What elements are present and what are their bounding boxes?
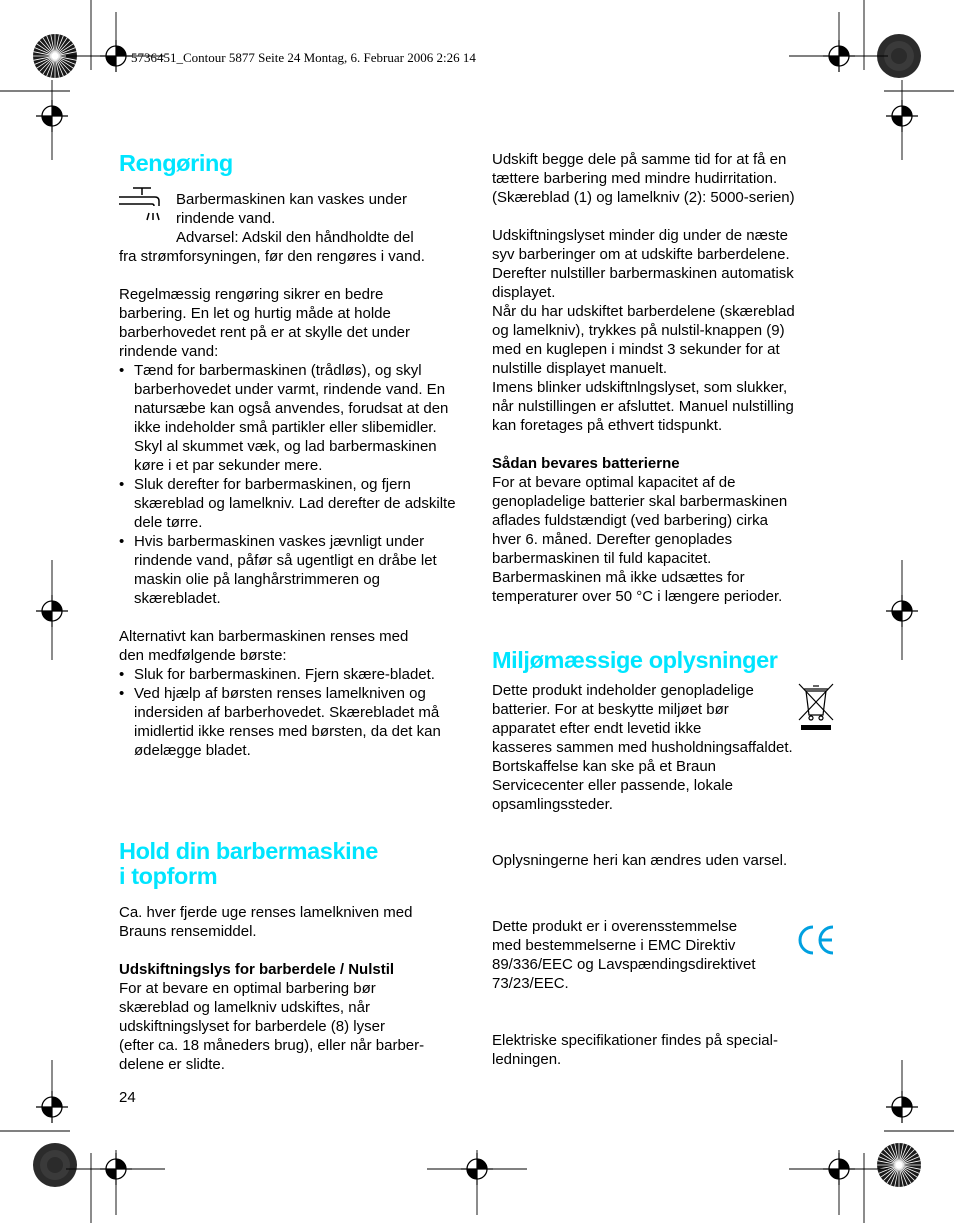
paragraph-line: Dette produkt indeholder genopladelige xyxy=(492,682,754,699)
paragraph-line: syv barberinger om at udskifte barberdelene. xyxy=(492,246,790,263)
paragraph-line: genopladelige batterier skal barbermaskinen xyxy=(492,493,788,510)
intro-line: Barbermaskinen kan vaskes under xyxy=(176,191,407,208)
paragraph-line: opsamlingssteder. xyxy=(492,796,613,813)
right-column xyxy=(492,150,837,606)
crossed-bin-icon xyxy=(796,681,836,733)
paragraph-line: barbermaskinen til fuld kapacitet. xyxy=(492,550,712,567)
rengoring-intro xyxy=(119,190,464,266)
water-tap-icon xyxy=(119,184,165,228)
paragraph-line: Regelmæssig rengøring sikrer en bedre xyxy=(119,286,384,303)
paragraph-line: når nulstillingen er afsluttet. Manuel nulstilling xyxy=(492,398,794,415)
notice-text: Oplysningerne heri kan ændres uden varsel. xyxy=(492,852,788,869)
paragraph-line: Bortskaffelse kan ske på et Braun xyxy=(492,758,717,775)
section-title-topform xyxy=(119,839,464,889)
paragraph-line: For at bevare optimal kapacitet af de xyxy=(492,474,736,491)
title-line: Hold din barbermaskine xyxy=(119,838,378,864)
ce-mark-icon xyxy=(796,923,836,957)
ce-section xyxy=(492,917,837,993)
starburst-icon xyxy=(877,1143,921,1187)
list-item: • Hvis barbermaskinen vaskes jævnligt under rindende vand, påfør så ugentligt en dråbe let maskin olie på langhårstrimmeren og skærebladet. xyxy=(119,532,464,608)
title-line: i topform xyxy=(119,863,218,889)
paragraph-line: 73/23/EEC. xyxy=(492,975,569,992)
paragraph-line: Ca. hver fjerde uge renses lamelkniven med xyxy=(119,904,413,921)
paragraph-line: med en kuglepen i mindst 3 sekunder for at xyxy=(492,341,780,358)
paragraph-line: Derefter nulstiller barbermaskinen automatisk xyxy=(492,265,794,282)
paragraph-line: Elektriske specifikationer findes på special- xyxy=(492,1032,778,1049)
intro-line: fra strømforsyningen, før den rengøres i vand. xyxy=(119,248,425,265)
list-item: • Tænd for barbermaskinen (trådløs), og skyl barberhovedet under varmt, rindende vand. En natursæbe kan også anvendes, forudsat at den ikke indeholder små partikler eller slibemidler. Skyl al skummet væk, og lad barbermaskinen køre i et par sekunder mere. xyxy=(119,361,464,475)
intro-line: Advarsel: Adskil den håndholdte del xyxy=(176,229,414,246)
section-title-environment: Miljømæssige oplysninger xyxy=(492,647,778,673)
paragraph-line: den medfølgende børste: xyxy=(119,647,287,664)
paragraph-line: Brauns rensemiddel. xyxy=(119,923,257,940)
paragraph-line: rindende vand: xyxy=(119,343,219,360)
paragraph-line: tættere barbering med mindre hudirritation. xyxy=(492,170,778,187)
paragraph-line: (efter ca. 18 måneders brug), eller når barber- xyxy=(119,1037,425,1054)
paragraph-line: kan foretages på ethvert tidspunkt. xyxy=(492,417,723,434)
paragraph-line: Imens blinker udskiftnlngslyset, som slukker, xyxy=(492,379,788,396)
paragraph-line: hver 6. måned. Derefter genoplades xyxy=(492,531,733,548)
paragraph-line: Dette produkt er i overensstemmelse xyxy=(492,918,738,935)
paragraph-line: (Skæreblad (1) og lamelkniv (2): 5000-serien) xyxy=(492,189,795,206)
environment-section xyxy=(492,648,837,814)
list-item: • Sluk for barbermaskinen. Fjern skære-bladet. xyxy=(119,665,464,684)
paragraph-line: ledningen. xyxy=(492,1051,562,1068)
left-column xyxy=(119,151,464,760)
spec-section xyxy=(492,1031,837,1069)
paragraph-line: barbering. En let og hurtig måde at holde xyxy=(119,305,391,322)
print-slug: 5736451_Contour 5877 Seite 24 Montag, 6. Februar 2006 2:26 14 xyxy=(131,50,476,65)
paragraph-line: Når du har udskiftet barberdelene (skæreblad xyxy=(492,303,795,320)
paragraph-line: 89/336/EEC og Lavspændingsdirektivet xyxy=(492,956,756,973)
list-item: • Ved hjælp af børsten renses lamelkniven og indersiden af barberhovedet. Skærebladet må imidlertid ikke renses med børsten, da det kan ødelægge bladet. xyxy=(119,684,464,760)
paragraph-line: Barbermaskinen må ikke udsættes for xyxy=(492,569,745,586)
paragraph-line: og lamelkniv), trykkes på nulstil-knappen (9) xyxy=(492,322,785,339)
intro-line: rindende vand. xyxy=(176,210,276,227)
paragraph-line: barberhovedet rent på er at skylle det under xyxy=(119,324,411,341)
paragraph-line: Udskift begge dele på samme tid for at få en xyxy=(492,151,787,168)
paragraph-line: med bestemmelserne i EMC Direktiv xyxy=(492,937,736,954)
paragraph-line: apparatet efter endt levetid ikke xyxy=(492,720,702,737)
paragraph-line: Servicecenter eller passende, lokale xyxy=(492,777,733,794)
starburst-icon xyxy=(33,1143,77,1187)
section-title-rengoring: Rengøring xyxy=(119,150,233,176)
page-number: 24 xyxy=(119,1089,136,1106)
brush-steps-list xyxy=(119,665,464,760)
subheading: Sådan bevares batterierne xyxy=(492,455,680,472)
paragraph-line: For at bevare en optimal barbering bør xyxy=(119,980,376,997)
paragraph-line: kasseres sammen med husholdningsaffaldet. xyxy=(492,739,793,756)
paragraph-line: skæreblad og lamelkniv udskiftes, når xyxy=(119,999,370,1016)
paragraph-line: aflades fuldstændigt (ved barbering) cirka xyxy=(492,512,768,529)
cleaning-steps-list xyxy=(119,361,464,608)
topform-section xyxy=(119,839,464,1074)
paragraph-line: Alternativt kan barbermaskinen renses med xyxy=(119,628,409,645)
paragraph-line: Udskiftningslyset minder dig under de næste xyxy=(492,227,788,244)
paragraph-line: temperaturer over 50 °C i længere perioder. xyxy=(492,588,783,605)
list-item: • Sluk derefter for barbermaskinen, og fjern skæreblad og lamelkniv. Lad derefter de adskilte dele tørre. xyxy=(119,475,464,532)
paragraph-line: nulstille displayet manuelt. xyxy=(492,360,668,377)
paragraph-line: displayet. xyxy=(492,284,556,301)
paragraph-line: delene er slidte. xyxy=(119,1056,225,1073)
paragraph-line: batterier. For at beskytte miljøet bør xyxy=(492,701,729,718)
paragraph-line: udskiftningslyset for barberdele (8) lyser xyxy=(119,1018,385,1035)
subheading: Udskiftningslys for barberdele / Nulstil xyxy=(119,961,395,978)
